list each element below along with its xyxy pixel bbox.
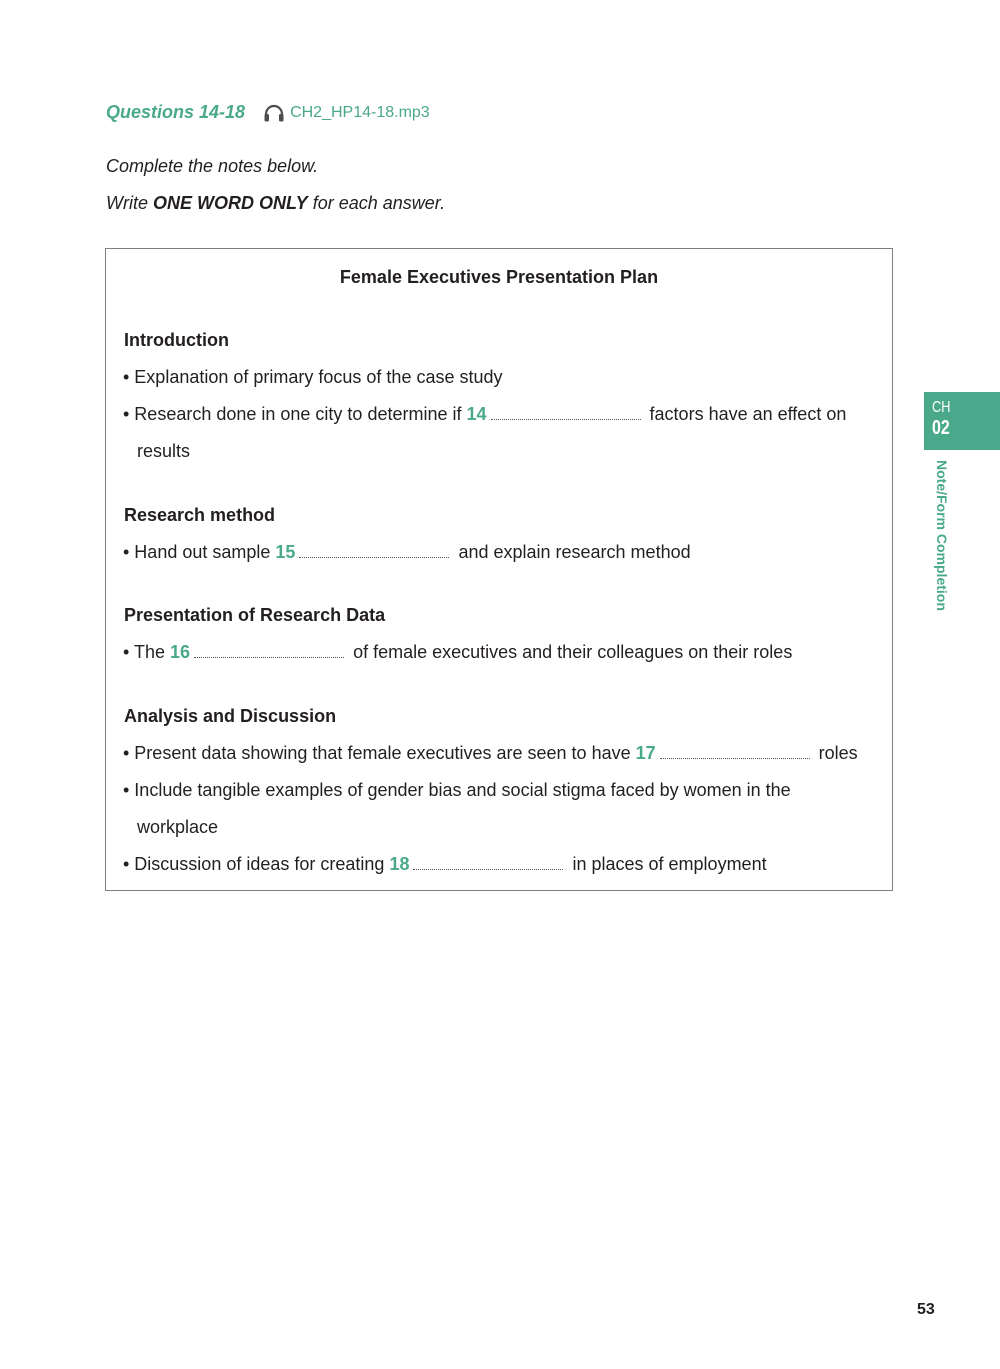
question-number-18: 18 [389,854,410,874]
bullet-tangible-examples: • Include tangible examples of gender bias and social stigma faced by women in the [123,780,791,800]
question-number-14: 14 [466,404,487,424]
bullet-continuation: workplace [137,817,219,837]
section-side-title: Note/Form Completion [934,460,950,611]
word-limit-emphasis: ONE WORD ONLY [153,193,308,213]
bullet-continuation: results [137,441,191,461]
headphones-icon[interactable] [263,104,285,122]
instruction-complete: Complete the notes below. [106,156,319,176]
section-heading-introduction: Introduction [124,330,229,350]
chapter-number: 02 [932,417,950,439]
bullet-female-executives: • The 16 of female executives and their colleagues on their roles [123,642,793,662]
audio-file-link[interactable]: CH2_HP14-18.mp3 [290,103,430,121]
page-number: 53 [917,1301,935,1318]
bullet-present-data: • Present data showing that female executives are seen to have 17 roles [123,743,858,763]
questions-label: Questions 14-18 [106,102,246,122]
questions-header [106,102,430,123]
answer-blank-17[interactable] [660,746,810,759]
instruction-word-limit: Write ONE WORD ONLY for each answer. [106,193,446,213]
answer-blank-16[interactable] [194,645,344,658]
question-number-15: 15 [275,542,296,562]
bullet-hand-out-sample: • Hand out sample 15 and explain research method [123,542,691,562]
answer-blank-14[interactable] [491,407,641,420]
notes-title: Female Executives Presentation Plan [339,267,659,287]
section-heading-research-method: Research method [124,505,276,525]
answer-blank-15[interactable] [299,545,449,558]
notes-box [105,248,893,891]
answer-blank-18[interactable] [413,857,563,870]
bullet-discussion-ideas: • Discussion of ideas for creating 18 in places of employment [123,854,767,874]
question-number-16: 16 [170,642,191,662]
chapter-tab [924,392,1000,450]
bullet-research-done: • Research done in one city to determine if 14 factors have an effect on [123,404,847,424]
section-heading-analysis: Analysis and Discussion [124,706,337,726]
bullet-primary-focus: • Explanation of primary focus of the case study [123,367,503,387]
section-heading-presentation: Presentation of Research Data [124,605,386,625]
chapter-label: CH [932,399,951,416]
question-number-17: 17 [635,743,656,763]
